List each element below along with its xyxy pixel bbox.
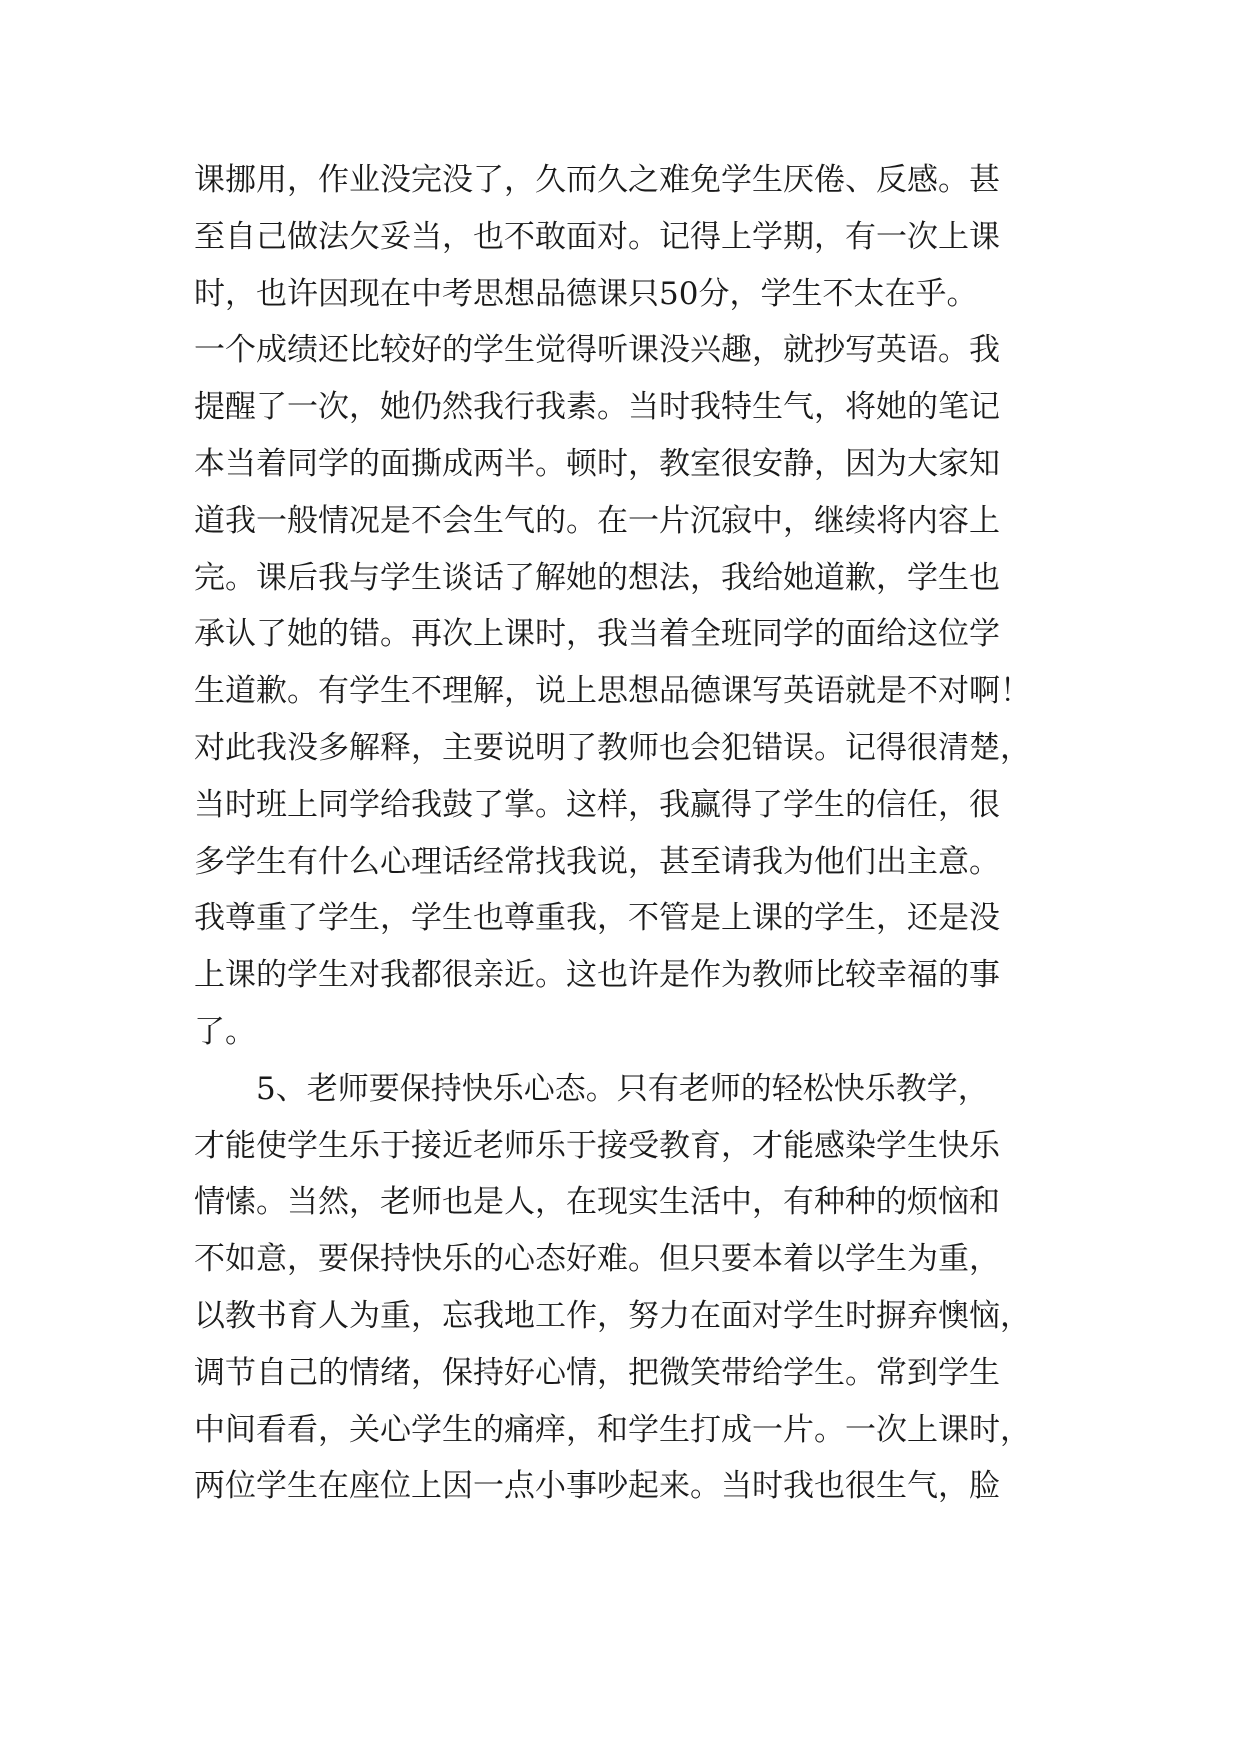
text-line: 至自己做法欠妥当，也不敢面对。记得上学期，有一次上课 — [194, 218, 1000, 255]
body-text — [194, 152, 1064, 1515]
text-line: 才能使学生乐于接近老师乐于接受教育，才能感染学生快乐 — [194, 1127, 1000, 1164]
text-line: 多学生有什么心理话经常找我说，甚至请我为他们出主意。 — [194, 843, 1000, 880]
text-line: 了。 — [194, 1013, 256, 1050]
text-line: 以教书育人为重，忘我地工作，努力在面对学生时摒弃懊恼， — [194, 1297, 1031, 1334]
text-line: 情愫。当然，老师也是人，在现实生活中，有种种的烦恼和 — [194, 1184, 1000, 1221]
text-line: 对此我没多解释，主要说明了教师也会犯错误。记得很清楚， — [194, 729, 1031, 766]
text-line: 时，也许因现在中考思想品德课只50分，学生不太在乎。 — [194, 275, 978, 312]
text-line: 我尊重了学生，学生也尊重我，不管是上课的学生，还是没 — [194, 900, 1000, 937]
text-line: 一个成绩还比较好的学生觉得听课没兴趣，就抄写英语。我 — [194, 332, 1000, 369]
text-line: 生道歉。有学生不理解，说上思想品德课写英语就是不对啊！ — [194, 673, 1031, 710]
text-line: 本当着同学的面撕成两半。顿时，教室很安静，因为大家知 — [194, 445, 1000, 482]
text-line: 课挪用，作业没完没了，久而久之难免学生厌倦、反感。甚 — [194, 162, 1000, 198]
text-line: 完。课后我与学生谈话了解她的想法，我给她道歉，学生也 — [194, 559, 1000, 596]
text-line: 中间看看，关心学生的痛痒，和学生打成一片。一次上课时， — [194, 1411, 1031, 1448]
text-line: 承认了她的错。再次上课时，我当着全班同学的面给这位学 — [194, 616, 1000, 653]
text-line: 当时班上同学给我鼓了掌。这样，我赢得了学生的信任，很 — [194, 786, 1000, 823]
text-line: 提醒了一次，她仍然我行我素。当时我特生气，将她的笔记 — [194, 389, 1000, 426]
text-line: 上课的学生对我都很亲近。这也许是作为教师比较幸福的事 — [194, 957, 1000, 994]
text-line: 调节自己的情绪，保持好心情，把微笑带给学生。常到学生 — [194, 1354, 1000, 1391]
text-line: 不如意，要保持快乐的心态好难。但只要本着以学生为重， — [194, 1241, 1000, 1278]
text-line: 两位学生在座位上因一点小事吵起来。当时我也很生气，脸 — [194, 1468, 1000, 1505]
text-line: 道我一般情况是不会生气的。在一片沉寂中，继续将内容上 — [194, 502, 1000, 539]
paragraph-heading-line: 5、老师要保持快乐心态。只有老师的轻松快乐教学， — [256, 1070, 989, 1107]
